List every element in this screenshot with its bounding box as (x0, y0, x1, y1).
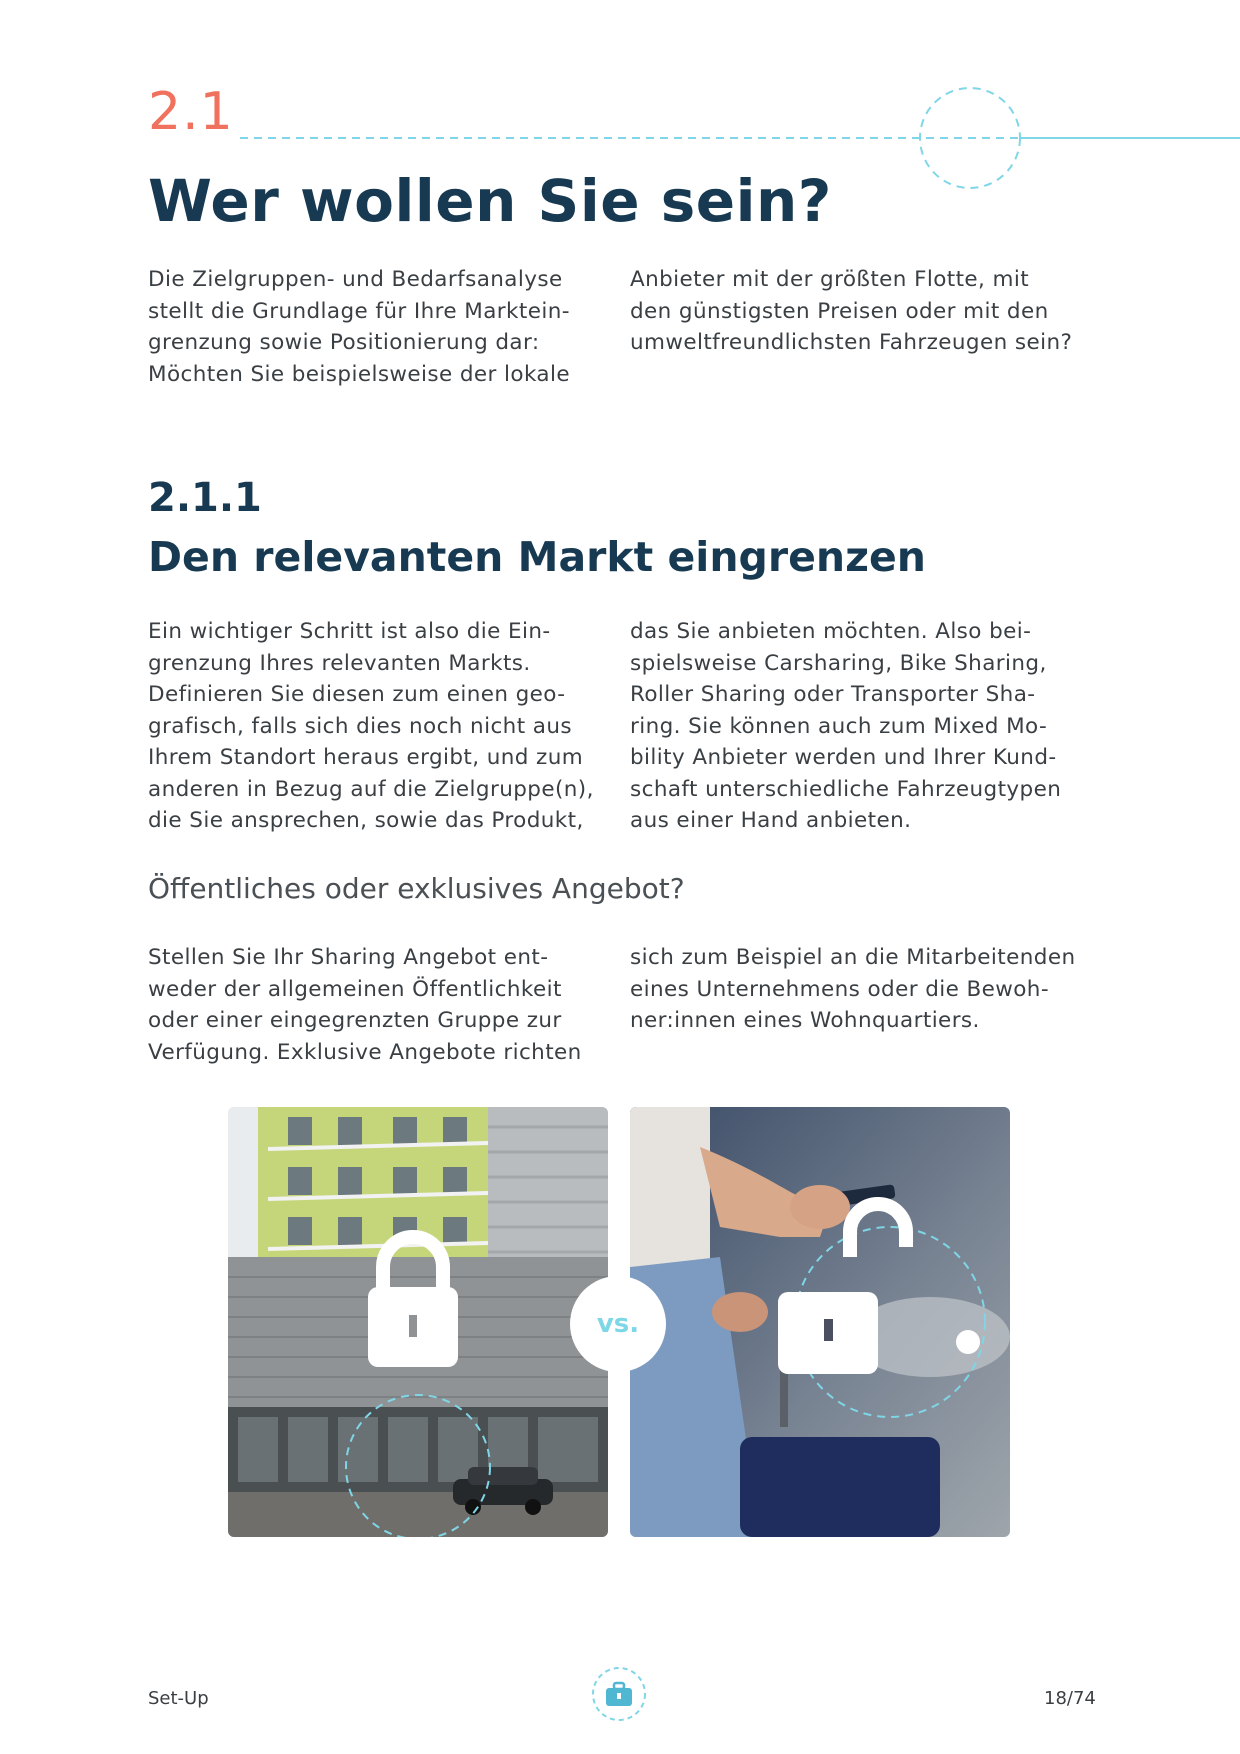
text-line: Ihrem Standort heraus ergibt, und zum (148, 745, 584, 770)
text-line: aus einer Hand anbieten. (630, 808, 912, 833)
text-line: Verfügung. Exklusive Angebote richten (148, 1039, 582, 1065)
text-line: stellt die Grundlage für Ihre Marktein- (148, 298, 570, 324)
text-line: Möchten Sie beispielsweise der lokale (148, 361, 570, 387)
text-line: umweltfreundlichsten Fahrzeugen sein? (630, 330, 1073, 355)
text-line: grenzung Ihres relevanten Markts. (148, 650, 531, 676)
text-line: spielsweise Carsharing, Bike Sharing, (630, 650, 1047, 676)
text-line: schaft unterschiedliche Fahrzeugtypen (630, 776, 1062, 802)
text-line: die Sie ansprechen, sowie das Produkt, (148, 808, 584, 833)
text-line: den günstigsten Preisen oder mit den (630, 298, 1049, 324)
text-line: oder einer eingegrenzten Gruppe zur (148, 1008, 562, 1033)
section-number: 2.1 (148, 82, 234, 142)
text-line: ring. Sie können auch zum Mixed Mo- (630, 713, 1048, 739)
text-line: sich zum Beispiel an die Mitarbeitenden (630, 945, 1076, 970)
person-phone-photo (630, 1107, 1010, 1537)
toolbox-icon (591, 1666, 647, 1722)
intro-paragraph-col2 (630, 264, 1090, 359)
text-line: Die Zielgruppen- und Bedarfsanalyse (148, 267, 563, 292)
text-line: weder der allgemeinen Öffentlichkeit (148, 976, 562, 1002)
text-line: grenzung sowie Positionierung dar: (148, 330, 540, 355)
building-photo (228, 1107, 608, 1537)
market-paragraph-col1 (148, 616, 608, 837)
subsection-number: 2.1.1 (148, 475, 262, 521)
subsection-title: Den relevanten Markt eingrenzen (148, 533, 926, 581)
text-line: grafisch, falls sich dies noch nicht aus (148, 713, 572, 739)
text-line: Ein wichtiger Schritt ist also die Ein- (148, 619, 551, 644)
text-line: Anbieter mit der größten Flotte, mit (630, 267, 1030, 292)
page-number: 18/74 (1044, 1688, 1096, 1709)
text-line: Stellen Sie Ihr Sharing Angebot ent- (148, 945, 549, 970)
offer-paragraph-col2 (630, 942, 1090, 1037)
offer-paragraph-col1 (148, 942, 608, 1068)
footer-chapter: Set-Up (148, 1688, 209, 1709)
market-paragraph-col2 (630, 616, 1090, 837)
page-title: Wer wollen Sie sein? (148, 167, 832, 235)
text-line: anderen in Bezug auf die Zielgruppe(n), (148, 776, 594, 802)
text-line: ner:innen eines Wohnquartiers. (630, 1008, 980, 1033)
text-line: das Sie anbieten möchten. Also bei- (630, 619, 1032, 644)
text-line: bility Anbieter werden und Ihrer Kund- (630, 745, 1057, 770)
vs-badge: vs. (570, 1276, 666, 1372)
text-line: Roller Sharing oder Transporter Sha- (630, 682, 1036, 707)
intro-paragraph-col1 (148, 264, 608, 390)
text-line: Definieren Sie diesen zum einen geo- (148, 682, 566, 707)
offer-subheading: Öffentliches oder exklusives Angebot? (148, 872, 685, 905)
text-line: eines Unternehmens oder die Bewoh- (630, 976, 1049, 1002)
